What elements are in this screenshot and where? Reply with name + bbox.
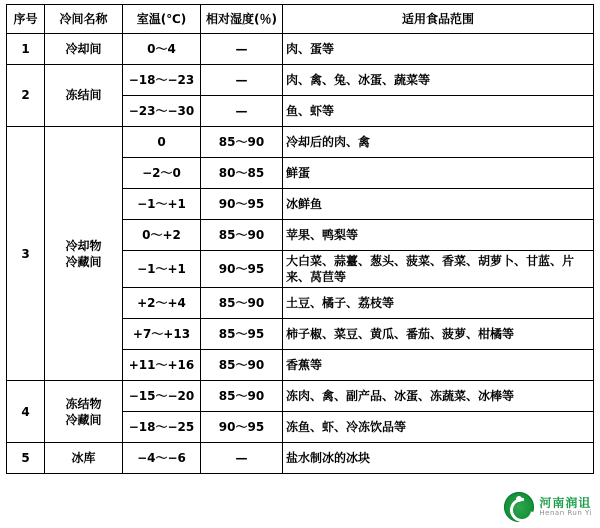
humidity-cell: 85～90 (201, 288, 283, 319)
food-scope-cell: 肉、禽、兔、冰蛋、蔬菜等 (283, 65, 594, 96)
column-header: 室温(℃) (123, 5, 201, 34)
temperature-cell: 0 (123, 127, 201, 158)
humidity-cell: 85～90 (201, 381, 283, 412)
food-scope-cell: 鲜蛋 (283, 158, 594, 189)
column-header: 相对湿度(％) (201, 5, 283, 34)
food-scope-cell: 大白菜、蒜薹、葱头、菠菜、香菜、胡萝卜、甘蓝、片来、莴苣等 (283, 251, 594, 288)
room-name-line: 冷却物 (65, 238, 102, 253)
table-container (6, 4, 594, 474)
row-number-cell: 1 (7, 34, 45, 65)
food-scope-cell: 冰鲜鱼 (283, 189, 594, 220)
room-name-line: 冷却间 (65, 41, 102, 56)
table-row (7, 381, 594, 412)
watermark-text (539, 497, 592, 517)
temperature-cell: 0～+2 (123, 220, 201, 251)
room-name-line: 冻结物 (65, 396, 102, 411)
humidity-cell: 85～90 (201, 350, 283, 381)
room-name-line: 冻结间 (65, 88, 102, 103)
column-header: 冷间名称 (45, 5, 123, 34)
table-row (7, 127, 594, 158)
temperature-cell: −2～0 (123, 158, 201, 189)
table-body (7, 5, 594, 474)
food-scope-cell: 盐水制冰的冰块 (283, 443, 594, 474)
table-row (7, 443, 594, 474)
watermark-company-cn: 河南润诅 (539, 496, 592, 511)
table-row (7, 34, 594, 65)
food-scope-cell: 苹果、鸭梨等 (283, 220, 594, 251)
row-number-cell: 3 (7, 127, 45, 381)
table-header-row (7, 5, 594, 34)
food-scope-cell: 鱼、虾等 (283, 96, 594, 127)
food-scope-cell: 冻鱼、虾、冷冻饮品等 (283, 412, 594, 443)
column-header: 适用食品范围 (283, 5, 594, 34)
column-header: 序号 (7, 5, 45, 34)
humidity-cell: 90～95 (201, 189, 283, 220)
temperature-cell: −23～−30 (123, 96, 201, 127)
humidity-cell: — (201, 96, 283, 127)
temperature-cell: −18～−25 (123, 412, 201, 443)
room-name-line: 冷藏间 (65, 254, 102, 269)
food-scope-cell: 冻肉、禽、副产品、冰蛋、冻蔬菜、冰棒等 (283, 381, 594, 412)
humidity-cell: — (201, 34, 283, 65)
humidity-cell: 85～90 (201, 220, 283, 251)
room-name-line: 冰库 (71, 451, 96, 466)
temperature-cell: −4～−6 (123, 443, 201, 474)
humidity-cell: 90～95 (201, 251, 283, 288)
temperature-cell: +7～+13 (123, 319, 201, 350)
humidity-cell: 85～90 (201, 127, 283, 158)
temperature-cell: −1～+1 (123, 189, 201, 220)
table-row (7, 65, 594, 96)
row-number-cell: 4 (7, 381, 45, 443)
temperature-cell: −15～−20 (123, 381, 201, 412)
food-scope-cell: 冷却后的肉、禽 (283, 127, 594, 158)
room-name-cell (45, 65, 123, 127)
food-scope-cell: 柿子椒、菜豆、黄瓜、番茄、菠萝、柑橘等 (283, 319, 594, 350)
room-name-cell (45, 443, 123, 474)
row-number-cell: 5 (7, 443, 45, 474)
temperature-cell: −1～+1 (123, 251, 201, 288)
humidity-cell: 80～85 (201, 158, 283, 189)
food-scope-cell: 香蕉等 (283, 350, 594, 381)
room-name-cell (45, 34, 123, 65)
temperature-cell: +11～+16 (123, 350, 201, 381)
watermark-company-en: Henan Run Yi (539, 508, 592, 517)
humidity-cell: 90～95 (201, 412, 283, 443)
leaf-circle-icon (504, 492, 534, 522)
watermark-logo (504, 492, 592, 522)
temperature-cell: 0～4 (123, 34, 201, 65)
food-scope-cell: 肉、蛋等 (283, 34, 594, 65)
row-number-cell: 2 (7, 65, 45, 127)
room-name-cell (45, 127, 123, 381)
humidity-cell: — (201, 443, 283, 474)
temperature-cell: −18～−23 (123, 65, 201, 96)
temperature-cell: +2～+4 (123, 288, 201, 319)
room-name-line: 冷藏间 (65, 412, 102, 427)
humidity-cell: — (201, 65, 283, 96)
room-name-cell (45, 381, 123, 443)
humidity-cell: 85～95 (201, 319, 283, 350)
cold-storage-table (6, 4, 594, 474)
food-scope-cell: 土豆、橘子、荔枝等 (283, 288, 594, 319)
